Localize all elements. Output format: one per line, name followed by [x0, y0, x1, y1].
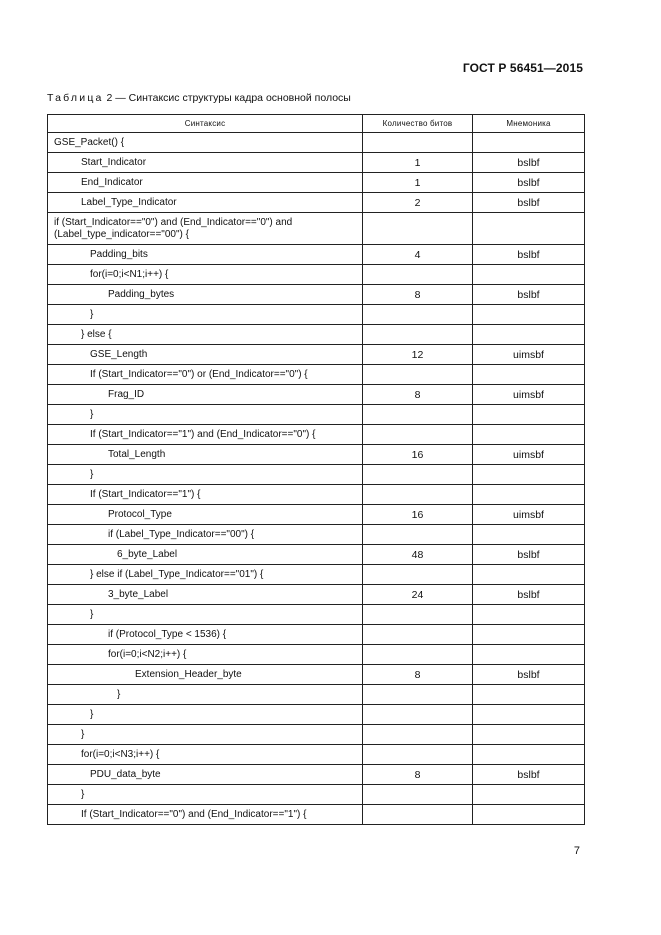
bits-cell — [363, 565, 473, 585]
syntax-cell: } — [48, 725, 363, 745]
table-row — [48, 445, 585, 465]
mnemonic-cell — [473, 133, 585, 153]
table-row — [48, 785, 585, 805]
table-body — [48, 133, 585, 825]
mnemonic-cell — [473, 625, 585, 645]
syntax-cell: Padding_bytes — [48, 285, 363, 305]
mnemonic-cell: bslbf — [473, 173, 585, 193]
mnemonic-cell — [473, 605, 585, 625]
table-row — [48, 265, 585, 285]
caption-number: 2 — [106, 92, 113, 104]
table-row — [48, 745, 585, 765]
mnemonic-cell — [473, 213, 585, 245]
table-row — [48, 345, 585, 365]
mnemonic-cell — [473, 365, 585, 385]
syntax-cell: If (Start_Indicator=="1") { — [48, 485, 363, 505]
table-row — [48, 213, 585, 245]
table-row — [48, 385, 585, 405]
table-row — [48, 133, 585, 153]
syntax-cell: Frag_ID — [48, 385, 363, 405]
syntax-cell: } else if (Label_Type_Indicator=="01") { — [48, 565, 363, 585]
bits-cell — [363, 405, 473, 425]
table-row — [48, 565, 585, 585]
mnemonic-cell: bslbf — [473, 585, 585, 605]
mnemonic-cell: uimsbf — [473, 385, 585, 405]
mnemonic-cell — [473, 685, 585, 705]
syntax-cell: GSE_Packet() { — [48, 133, 363, 153]
table-row — [48, 685, 585, 705]
bits-cell: 16 — [363, 445, 473, 465]
syntax-cell: if (Label_Type_Indicator=="00") { — [48, 525, 363, 545]
syntax-cell: Padding_bits — [48, 245, 363, 265]
table-row — [48, 665, 585, 685]
bits-cell — [363, 133, 473, 153]
syntax-table — [47, 114, 585, 825]
bits-cell — [363, 705, 473, 725]
syntax-cell: if (Start_Indicator=="0") and (End_Indicator=="0") and (Label_type_indicator=="00") { — [48, 213, 363, 245]
caption-title: — Синтаксис структуры кадра основной полосы — [112, 92, 351, 104]
table-row — [48, 153, 585, 173]
syntax-cell: 3_byte_Label — [48, 585, 363, 605]
syntax-cell: If (Start_Indicator=="1") and (End_Indicator=="0") { — [48, 425, 363, 445]
syntax-cell: for(i=0;i<N2;i++) { — [48, 645, 363, 665]
syntax-cell: If (Start_Indicator=="0") or (End_Indicator=="0") { — [48, 365, 363, 385]
page-number: 7 — [573, 845, 580, 857]
bits-cell — [363, 785, 473, 805]
syntax-cell: PDU_data_byte — [48, 765, 363, 785]
mnemonic-cell: bslbf — [473, 245, 585, 265]
bits-cell — [363, 425, 473, 445]
table-row — [48, 245, 585, 265]
syntax-cell: } else { — [48, 325, 363, 345]
mnemonic-cell — [473, 265, 585, 285]
mnemonic-cell — [473, 485, 585, 505]
syntax-cell: If (Start_Indicator=="0") and (End_Indicator=="1") { — [48, 805, 363, 825]
table-row — [48, 365, 585, 385]
bits-cell: 8 — [363, 765, 473, 785]
bits-cell — [363, 485, 473, 505]
bits-cell: 8 — [363, 385, 473, 405]
mnemonic-cell — [473, 645, 585, 665]
bits-cell — [363, 685, 473, 705]
column-header-mnemonic: Мнемоника — [473, 115, 585, 133]
bits-cell — [363, 745, 473, 765]
bits-cell — [363, 805, 473, 825]
table-header-row — [48, 115, 585, 133]
syntax-cell: } — [48, 705, 363, 725]
syntax-cell: Protocol_Type — [48, 505, 363, 525]
table-row — [48, 173, 585, 193]
syntax-cell: GSE_Length — [48, 345, 363, 365]
syntax-cell: } — [48, 605, 363, 625]
mnemonic-cell — [473, 805, 585, 825]
syntax-cell: Total_Length — [48, 445, 363, 465]
bits-cell — [363, 305, 473, 325]
syntax-cell: if (Protocol_Type < 1536) { — [48, 625, 363, 645]
syntax-cell: } — [48, 465, 363, 485]
table-row — [48, 545, 585, 565]
mnemonic-cell — [473, 305, 585, 325]
mnemonic-cell — [473, 725, 585, 745]
bits-cell — [363, 725, 473, 745]
bits-cell — [363, 645, 473, 665]
mnemonic-cell: bslbf — [473, 665, 585, 685]
bits-cell: 2 — [363, 193, 473, 213]
syntax-cell: Extension_Header_byte — [48, 665, 363, 685]
table-row — [48, 405, 585, 425]
mnemonic-cell: bslbf — [473, 545, 585, 565]
bits-cell: 4 — [363, 245, 473, 265]
mnemonic-cell: bslbf — [473, 193, 585, 213]
mnemonic-cell: bslbf — [473, 765, 585, 785]
mnemonic-cell — [473, 405, 585, 425]
mnemonic-cell — [473, 425, 585, 445]
mnemonic-cell — [473, 745, 585, 765]
table-row — [48, 465, 585, 485]
table-row — [48, 505, 585, 525]
column-header-syntax: Синтаксис — [48, 115, 363, 133]
standard-code: ГОСТ Р 56451—2015 — [462, 61, 583, 75]
bits-cell — [363, 213, 473, 245]
bits-cell — [363, 325, 473, 345]
table-row — [48, 305, 585, 325]
bits-cell — [363, 605, 473, 625]
table-row — [48, 605, 585, 625]
syntax-cell: for(i=0;i<N1;i++) { — [48, 265, 363, 285]
mnemonic-cell: bslbf — [473, 153, 585, 173]
mnemonic-cell: uimsbf — [473, 505, 585, 525]
syntax-cell: } — [48, 305, 363, 325]
table-row — [48, 193, 585, 213]
mnemonic-cell — [473, 565, 585, 585]
syntax-cell: } — [48, 785, 363, 805]
bits-cell — [363, 365, 473, 385]
bits-cell: 8 — [363, 285, 473, 305]
mnemonic-cell — [473, 465, 585, 485]
table-caption — [47, 92, 351, 104]
mnemonic-cell — [473, 705, 585, 725]
table-row — [48, 625, 585, 645]
bits-cell: 48 — [363, 545, 473, 565]
syntax-cell: 6_byte_Label — [48, 545, 363, 565]
bits-cell: 1 — [363, 173, 473, 193]
mnemonic-cell: bslbf — [473, 285, 585, 305]
table-row — [48, 325, 585, 345]
bits-cell: 1 — [363, 153, 473, 173]
table-row — [48, 725, 585, 745]
bits-cell: 16 — [363, 505, 473, 525]
bits-cell: 8 — [363, 665, 473, 685]
table-row — [48, 585, 585, 605]
table-row — [48, 645, 585, 665]
column-header-bits: Количество битов — [363, 115, 473, 133]
mnemonic-cell — [473, 525, 585, 545]
syntax-cell: End_Indicator — [48, 173, 363, 193]
bits-cell — [363, 625, 473, 645]
bits-cell — [363, 465, 473, 485]
syntax-cell: Label_Type_Indicator — [48, 193, 363, 213]
bits-cell: 24 — [363, 585, 473, 605]
mnemonic-cell — [473, 325, 585, 345]
syntax-cell: for(i=0;i<N3;i++) { — [48, 745, 363, 765]
bits-cell — [363, 265, 473, 285]
table-row — [48, 765, 585, 785]
table-row — [48, 805, 585, 825]
bits-cell: 12 — [363, 345, 473, 365]
table-row — [48, 705, 585, 725]
syntax-cell: } — [48, 405, 363, 425]
caption-label: Таблица — [47, 92, 104, 104]
table-row — [48, 485, 585, 505]
bits-cell — [363, 525, 473, 545]
syntax-cell: Start_Indicator — [48, 153, 363, 173]
table-row — [48, 425, 585, 445]
table-row — [48, 525, 585, 545]
table-row — [48, 285, 585, 305]
syntax-cell: } — [48, 685, 363, 705]
mnemonic-cell: uimsbf — [473, 345, 585, 365]
mnemonic-cell: uimsbf — [473, 445, 585, 465]
mnemonic-cell — [473, 785, 585, 805]
